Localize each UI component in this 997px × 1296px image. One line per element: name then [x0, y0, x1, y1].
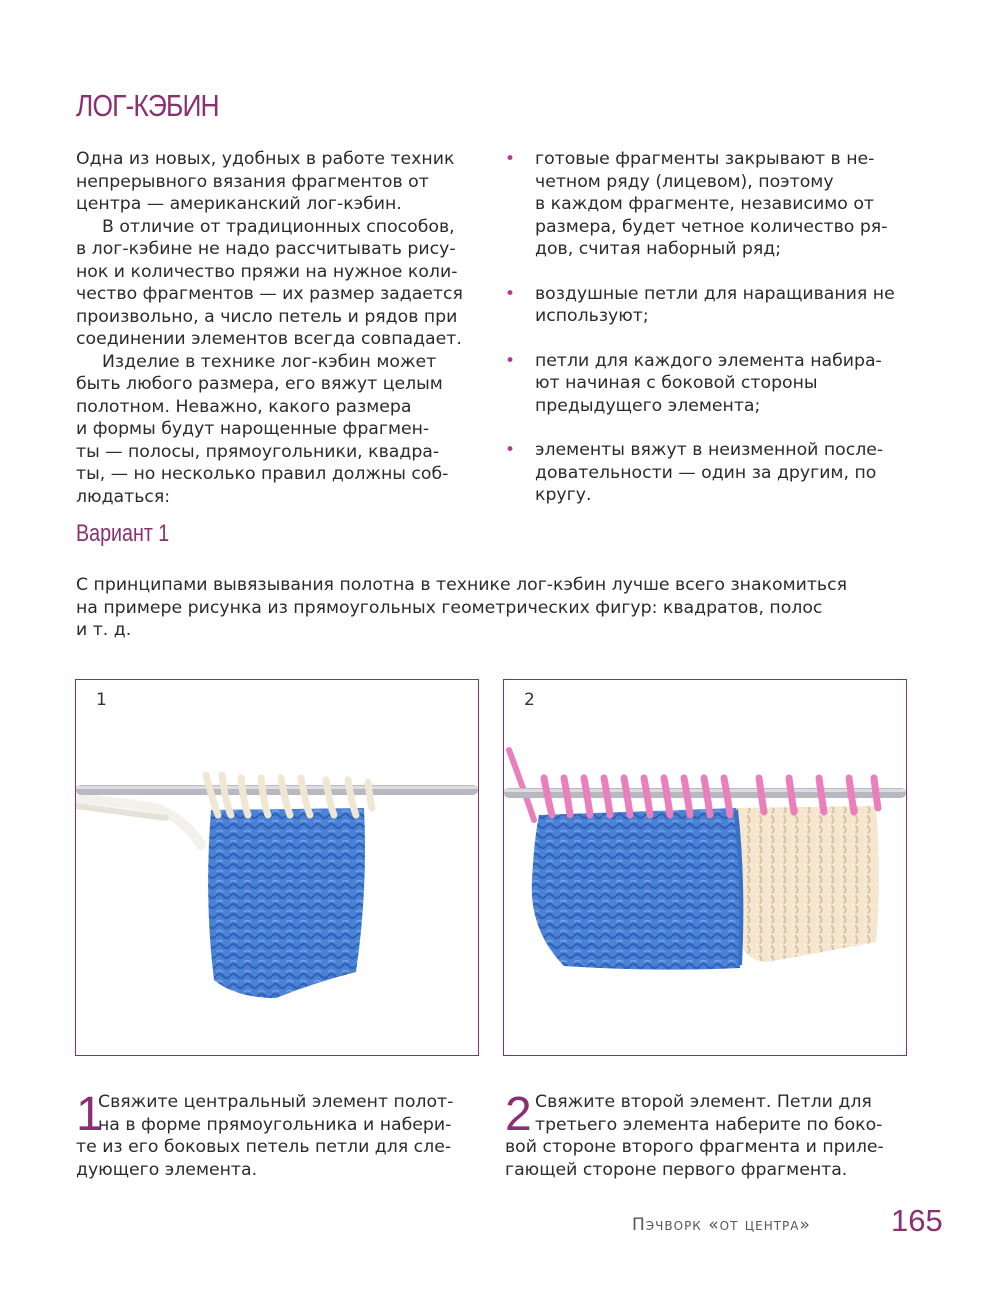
- caption-line: вой стороне второго фрагмента и приле-: [505, 1137, 884, 1157]
- bullet-line: предыдущего элемента;: [535, 395, 761, 416]
- body-line: быть любого размера, его вяжут целым: [76, 374, 443, 394]
- bullet-dot-icon: •: [505, 350, 516, 371]
- pink-yarn-tail: [509, 750, 534, 820]
- cream-knitted-swatch: [736, 806, 879, 962]
- bullet-line: петли для каждого элемента набира-: [535, 350, 882, 371]
- bullet-line: используют;: [535, 306, 649, 326]
- body-line: полотном. Неважно, какого размера: [76, 396, 412, 417]
- intro-line: и т. д.: [76, 620, 132, 640]
- caption-number-1: 1: [76, 1088, 103, 1141]
- running-footer-title: Пэчворк «от центра»: [632, 1215, 811, 1235]
- bullet-item: [505, 439, 925, 507]
- bullet-line: элементы вяжут в неизменной после-: [535, 440, 884, 460]
- bullet-dot-icon: •: [505, 440, 516, 460]
- body-line: В отличие от традиционных способов,: [102, 216, 455, 237]
- body-line: в лог-кэбине не надо рассчитывать рису-: [76, 239, 456, 259]
- bullet-line: в каждом фрагменте, независимо от: [535, 194, 874, 214]
- photo-frame-2: [503, 679, 907, 1056]
- bullet-line: дов, считая наборный ряд;: [535, 239, 782, 259]
- body-line: и формы будут нарощенные фрагмен-: [76, 419, 430, 439]
- caption-2: [505, 1088, 915, 1181]
- bullet-line: воздушные петли для наращивания не: [535, 283, 895, 304]
- bullet-item: [505, 283, 925, 328]
- section-subheading: Вариант 1: [76, 520, 170, 547]
- bullet-dot-icon: •: [505, 283, 516, 304]
- caption-line: третьего элемента наберите по боко-: [535, 1114, 883, 1135]
- bullet-dot-icon: •: [505, 149, 516, 169]
- photo-number-1: 1: [96, 690, 107, 710]
- blue-knitted-swatch: [532, 808, 742, 970]
- photo-frame-1: [75, 679, 479, 1056]
- bullet-line: размера, будет четное количество ря-: [535, 216, 888, 237]
- bullet-line: ют начиная с боковой стороны: [535, 373, 818, 393]
- blue-knitted-swatch: [208, 808, 365, 998]
- bullet-item: [505, 148, 925, 261]
- caption-line: Свяжите второй элемент. Петли для: [535, 1092, 872, 1112]
- bullet-line: четном ряду (лицевом), поэтому: [535, 171, 834, 192]
- left-column-text: [76, 148, 486, 508]
- caption-line: гающей стороне первого фрагмента.: [505, 1159, 848, 1180]
- body-line: нок и количество пряжи на нужное коли-: [76, 261, 458, 282]
- bullet-line: довательности — один за другим, по: [535, 462, 877, 483]
- body-line: Одна из новых, удобных в работе техник: [76, 149, 455, 169]
- rules-bullet-list: [505, 148, 925, 529]
- body-line: Изделие в технике лог-кэбин может: [102, 351, 437, 372]
- bullet-line: кругу.: [535, 485, 592, 505]
- bullet-line: готовые фрагменты закрывают в не-: [535, 149, 875, 169]
- body-line: ты — полосы, прямоугольники, квадра-: [76, 441, 440, 462]
- body-line: соединении элементов всегда совпадает.: [76, 329, 462, 349]
- bullet-item: [505, 350, 925, 418]
- intro-line: на примере рисунка из прямоугольных геометрических фигур: квадратов, полос: [76, 597, 823, 618]
- page-number: 165: [891, 1203, 943, 1238]
- caption-1: [76, 1088, 486, 1181]
- caption-number-2: 2: [505, 1088, 532, 1141]
- intro-line: С принципами вывязывания полотна в технике лог-кэбин лучше всего знакомиться: [76, 575, 847, 595]
- body-line: чество фрагментов — их размер задается: [76, 284, 463, 304]
- page-heading: ЛОГ-КЭБИН: [76, 88, 219, 123]
- body-line: центра — американский лог-кэбин.: [76, 194, 402, 214]
- body-line: людаться:: [76, 486, 171, 507]
- knitting-photo-2: [504, 680, 906, 1055]
- body-line: ты, — но несколько правил должны соб-: [76, 464, 449, 484]
- knitting-photo-1: [76, 680, 478, 1055]
- caption-line: на в форме прямоугольника и набери-: [98, 1114, 452, 1135]
- intro-paragraph: [76, 574, 936, 642]
- caption-line: дующего элемента.: [76, 1159, 258, 1180]
- body-line: произвольно, а число петель и рядов при: [76, 306, 458, 327]
- caption-line: те из его боковых петель петли для сле-: [76, 1137, 452, 1157]
- photo-number-2: 2: [524, 690, 535, 710]
- yarn-tail: [76, 798, 201, 845]
- caption-line: Свяжите центральный элемент полот-: [98, 1092, 454, 1112]
- body-line: непрерывного вязания фрагментов от: [76, 171, 429, 192]
